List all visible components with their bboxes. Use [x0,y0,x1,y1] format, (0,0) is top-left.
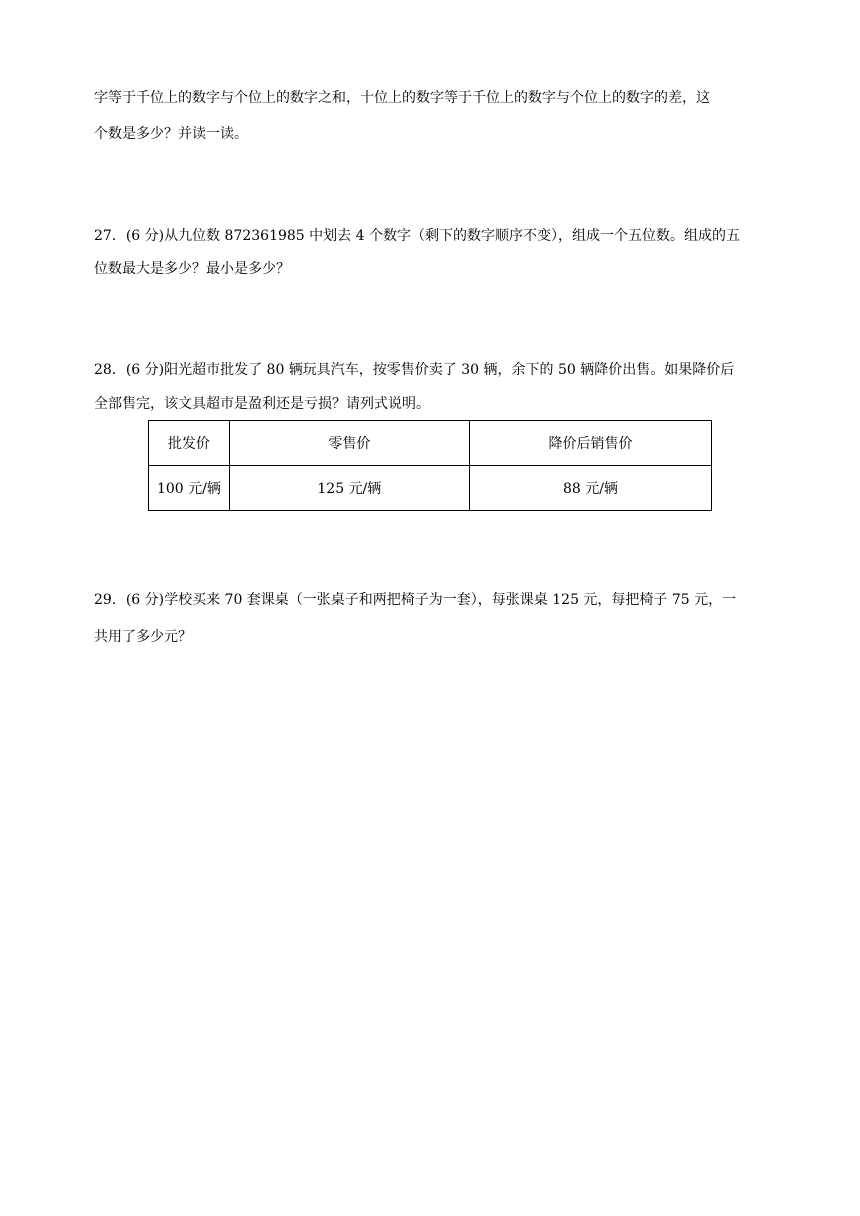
price-table-value-row [149,466,712,511]
q29-line-1: 29．(6 分)学校买来 70 套课桌（一张桌子和两把椅子为一套），每张课桌 125 元，每把椅子 75 元，一 [94,592,737,608]
q26-line-2: 个数是多少？并读一读。 [94,126,248,142]
value-discount-price: 88 元/辆 [469,466,711,511]
header-retail-price: 零售价 [229,421,469,466]
price-table-header-row [149,421,712,466]
header-wholesale-price: 批发价 [149,421,230,466]
header-discount-price: 降价后销售价 [469,421,711,466]
q28-line-1: 28．(6 分)阳光超市批发了 80 辆玩具汽车，按零售价卖了 30 辆，余下的 50 辆降价出售。如果降价后 [94,362,735,378]
value-wholesale-price: 100 元/辆 [149,466,230,511]
value-retail-price: 125 元/辆 [229,466,469,511]
q28-line-2: 全部售完，该文具超市是盈利还是亏损？请列式说明。 [94,396,430,412]
q29-line-2: 共用了多少元？ [94,629,192,645]
q27-line-2: 位数最大是多少？最小是多少？ [94,261,290,277]
q26-line-1: 字等于千位上的数字与个位上的数字之和，十位上的数字等于千位上的数字与个位上的数字的差，这 [94,90,710,106]
q27-line-1: 27．(6 分)从九位数 872361985 中划去 4 个数字（剩下的数字顺序不变），组成一个五位数。组成的五 [94,228,740,244]
price-table [148,420,712,511]
